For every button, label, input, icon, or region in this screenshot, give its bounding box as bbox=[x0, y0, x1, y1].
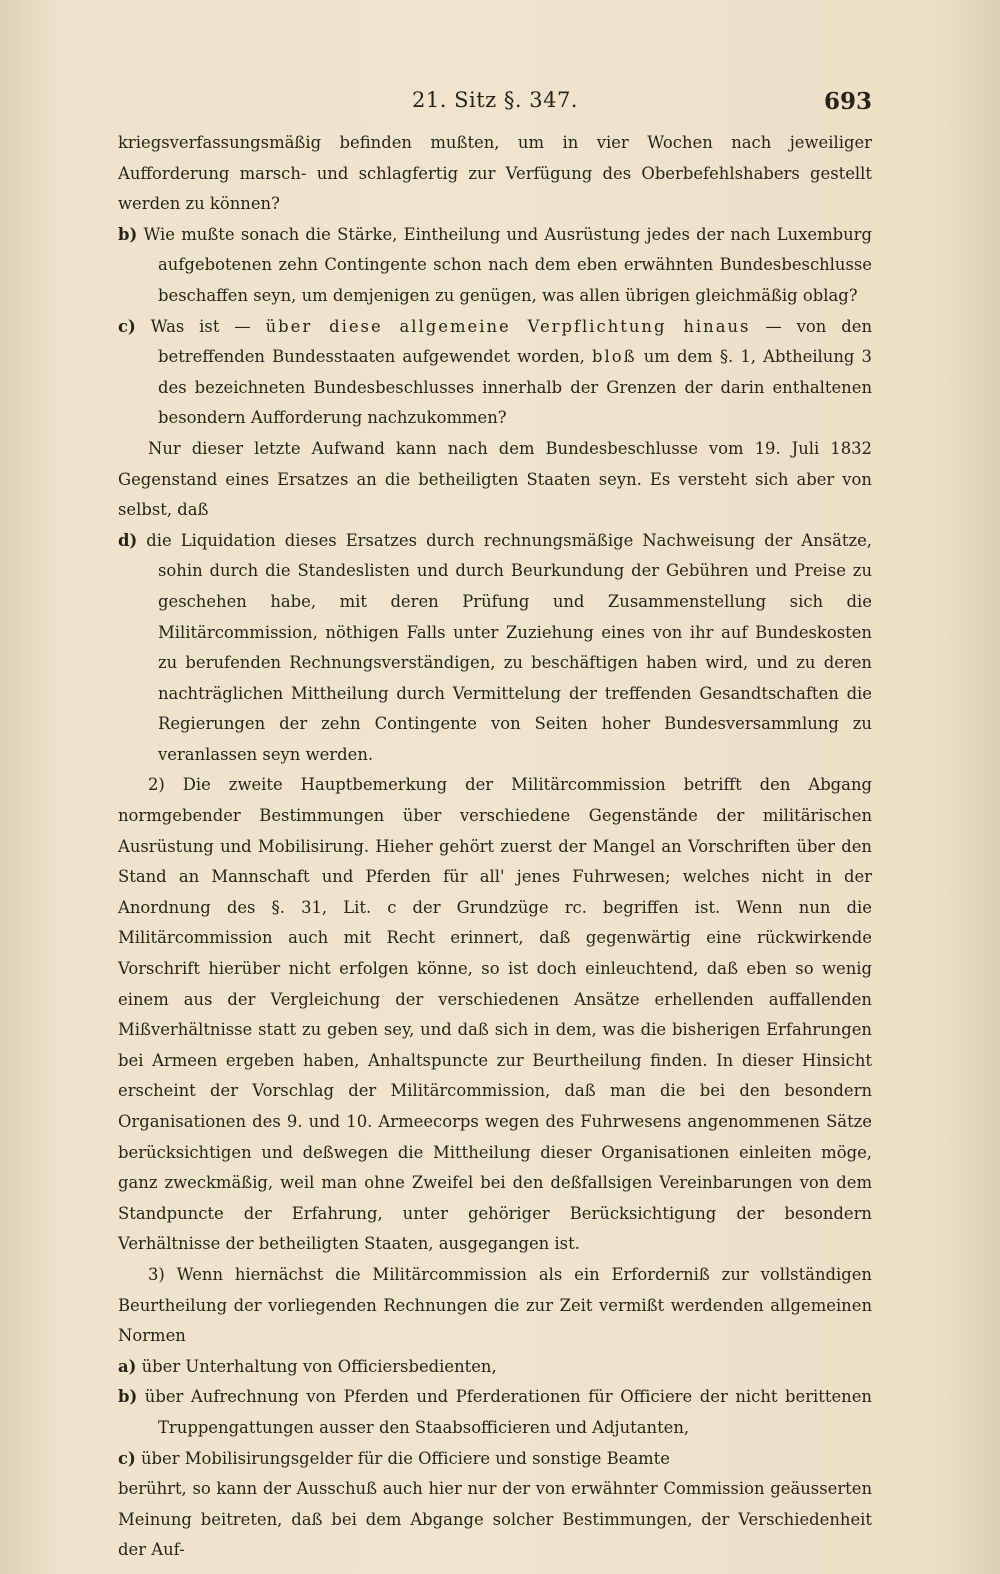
list-text: — von den betreffenden Bundesstaaten aufgewendet worden, bbox=[158, 316, 872, 367]
running-head: 21. Sitz §. 347. bbox=[412, 88, 578, 112]
spaced-emphasis: bloß bbox=[592, 347, 637, 367]
list-item-c bbox=[118, 312, 872, 434]
spaced-emphasis: über diese allgemeine Verpflichtung hinaus bbox=[265, 316, 751, 336]
paragraph: 2) Die zweite Hauptbemerkung der Militärcommission betrifft den Abgang normgebender Bestimmungen über verschiedene Gegenstände der militärischen Ausrüstung und Mobilisirung. Hieher gehört zuerst der Mangel an Vorschriften über den Stand an Mannschaft und Pferden für all' jenes Fuhrwesen; welches nicht in der Anordnung des §. 31, Lit. c der Grundzüge rc. begriffen ist. Wenn nun die Militärcommission auch mit Recht erinnert, daß gegenwärtig eine rückwirkende Vorschrift hierüber nicht erfolgen könne, so ist doch einleuchtend, daß eben so wenig einem aus der Vergleichung der verschiedenen Ansätze erhellenden auffallenden Mißverhältnisse statt zu geben sey, und daß sich in dem, was die bisherigen Erfahrungen bei Armeen ergeben haben, Anhaltspuncte zur Beurtheilung finden. In dieser Hinsicht erscheint der Vorschlag der Militärcommission, daß man die bei den besondern Organisationen des 9. und 10. Armeecorps wegen des Fuhrwesens angenommenen Sätze berücksichtigen und deßwegen die Mittheilung dieser Organisationen einleiten möge, ganz zweckmäßig, weil man ohne Zweifel bei den deßfallsigen Vereinbarungen von dem Standpuncte der Erfahrung, unter gehöriger Berücksichtigung der besondern Verhältnisse der betheiligten Staaten, ausgegangen ist. bbox=[118, 775, 872, 1254]
list-text: um dem §. 1, Abtheilung 3 des bezeichneten Bundesbeschlusses innerhalb der Grenzen der darin enthaltenen besondern Aufforderung nachzukommen? bbox=[158, 347, 872, 428]
list-text: über Unterhaltung von Officiersbedienten, bbox=[141, 1356, 497, 1376]
list-label: b) bbox=[118, 1387, 138, 1407]
list-label: d) bbox=[118, 530, 138, 550]
list-text: Was ist — bbox=[150, 316, 251, 336]
list-label: b) bbox=[118, 224, 138, 244]
paragraph: berührt, so kann der Ausschuß auch hier nur der von erwähnter Commission geäusserten Meinung beitreten, daß bei dem Abgange solcher Bestimmungen, der Verschiedenheit der Auf- bbox=[118, 1479, 872, 1560]
list-text: die Liquidation dieses Ersatzes durch rechnungsmäßige Nachweisung der Ansätze, sohin durch die Standeslisten und durch Beurkundung der Gebühren und Preise zu geschehen habe, mit deren Prüfung und Zusammenstellung sich die Militärcommission, nöthigen Falls unter Zuziehung eines von ihr auf Bundeskosten zu berufenden Rechnungsverständigen, zu beschäftigen haben wird, und zu deren nachträglichen Mittheilung durch Vermittelung der treffenden Gesandtschaften die Regierungen der zehn Contingente von Seiten hoher Bundesversammlung zu veranlassen seyn werden. bbox=[146, 530, 872, 764]
page-header bbox=[118, 88, 872, 118]
paragraph-continuation: kriegsverfassungsmäßig befinden mußten, um in vier Wochen nach jeweiliger Aufforderung marsch- und schlagfertig zur Verfügung des Oberbefehlshabers gestellt werden zu können? bbox=[118, 133, 872, 214]
list-item-b2 bbox=[118, 1382, 872, 1443]
list-label: a) bbox=[118, 1356, 137, 1376]
list-item-d bbox=[118, 526, 872, 771]
list-item-c2 bbox=[118, 1444, 872, 1475]
list-label: c) bbox=[118, 316, 136, 336]
list-text: über Mobilisirungsgelder für die Officiere und sonstige Beamte bbox=[140, 1448, 670, 1468]
paragraph: Nur dieser letzte Aufwand kann nach dem Bundesbeschlusse vom 19. Juli 1832 Gegenstand eines Ersatzes an die betheiligten Staaten seyn. Es versteht sich aber von selbst, daß bbox=[118, 438, 872, 520]
list-text: Wie mußte sonach die Stärke, Eintheilung und Ausrüstung jedes der nach Luxemburg aufgebotenen zehn Contingente schon nach dem eben erwähnten Bundesbeschlusse beschaffen seyn, um demjenigen zu genügen, was allen übrigen gleichmäßig oblag? bbox=[143, 224, 872, 305]
list-item-b bbox=[118, 220, 872, 312]
page-number: 693 bbox=[823, 88, 872, 115]
list-label: c) bbox=[118, 1448, 136, 1468]
paragraph: 3) Wenn hiernächst die Militärcommission als ein Erforderniß zur vollständigen Beurtheilung der vorliegenden Rechnungen die zur Zeit vermißt werdenden allgemeinen Normen bbox=[118, 1264, 872, 1346]
page-body bbox=[118, 128, 872, 1566]
list-item-a2 bbox=[118, 1352, 872, 1383]
list-text: über Aufrechnung von Pferden und Pferderationen für Officiere der nicht berittenen Truppengattungen ausser den Staabsofficieren und Adjutanten, bbox=[144, 1387, 872, 1437]
